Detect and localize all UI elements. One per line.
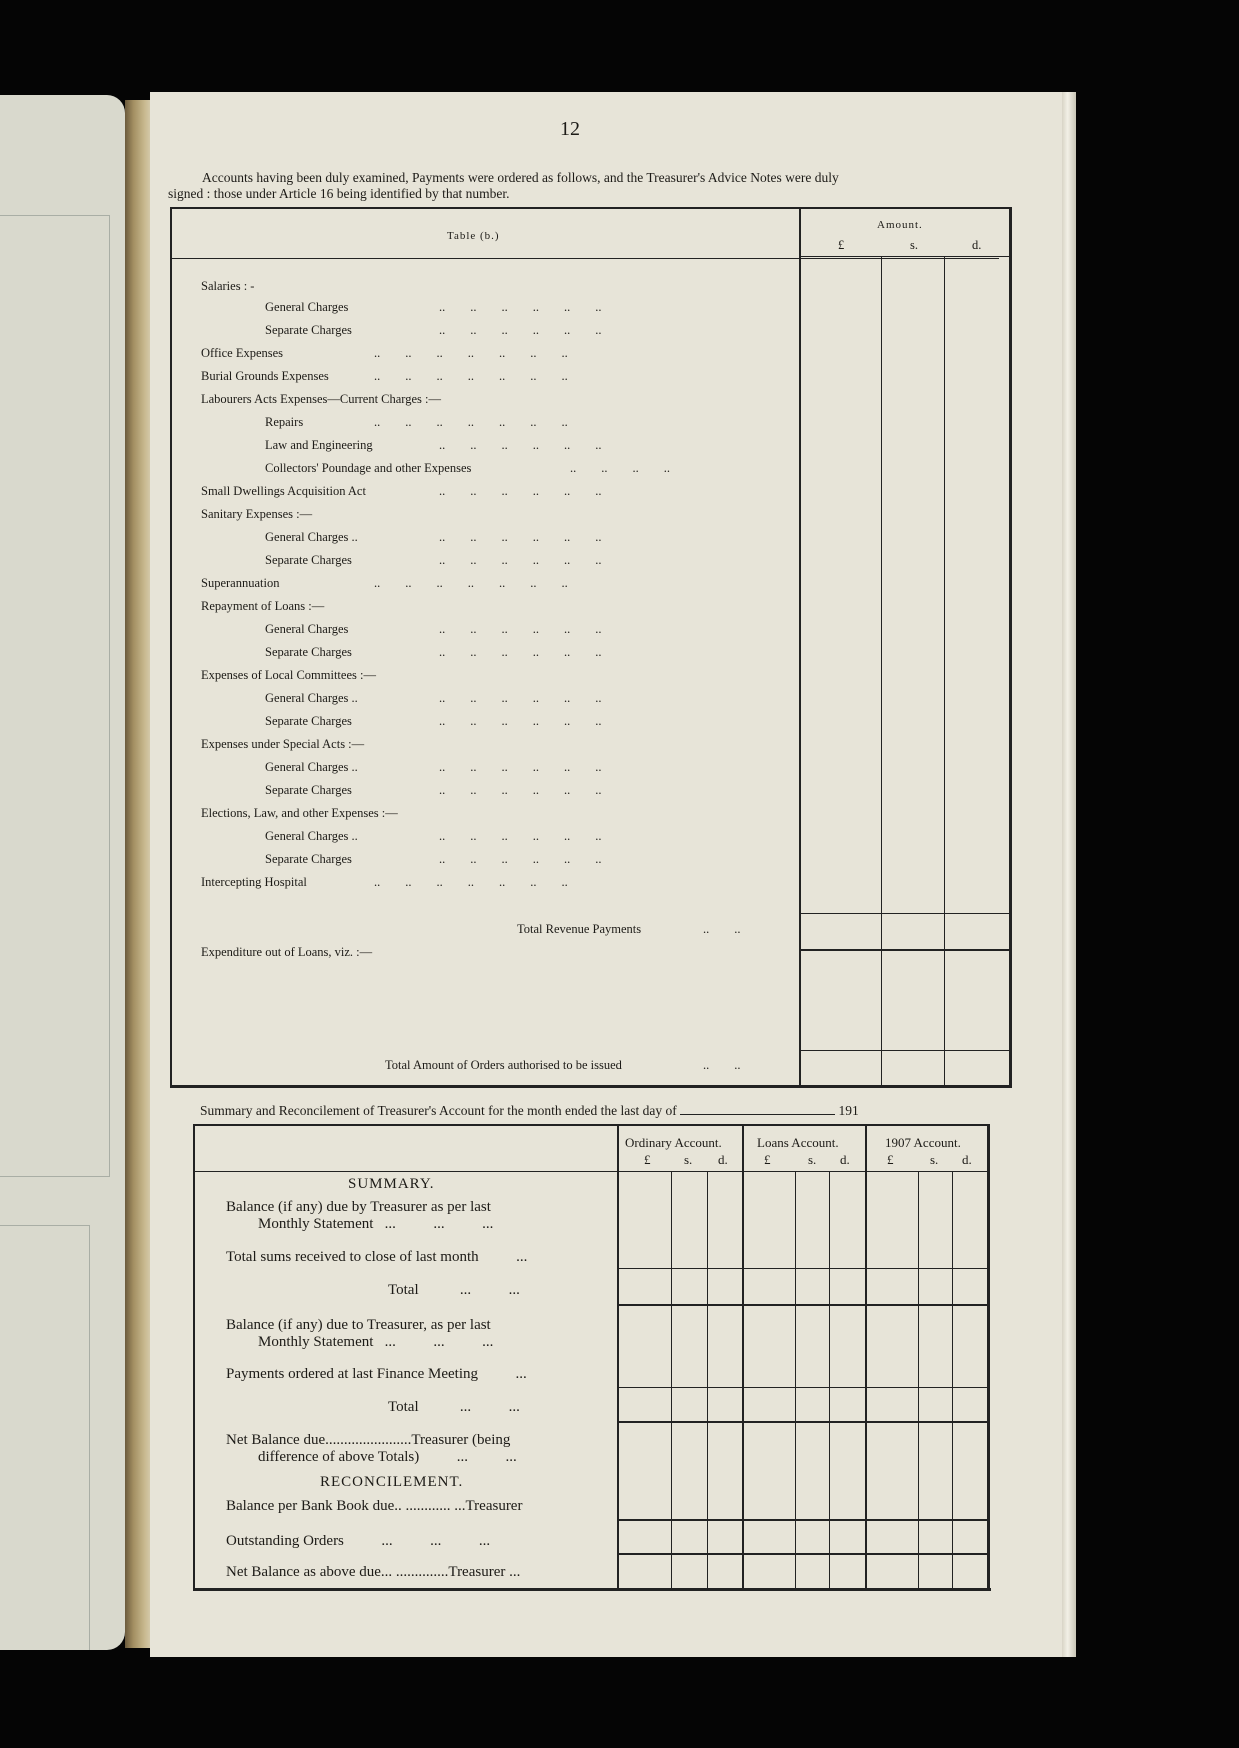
- summary-heading-text: Summary and Reconcilement of Treasurer's Account for the month ended the last day of: [200, 1103, 677, 1118]
- account-1907-pence: d.: [962, 1152, 972, 1167]
- leader-dots: .. .. .. .. .. ..: [439, 783, 602, 797]
- loans-pence: d.: [840, 1152, 850, 1167]
- net-balance-line-1: Net Balance due.......................Treasurer (being: [226, 1432, 511, 1448]
- leader-dots: .. .. .. .. .. ..: [439, 714, 602, 728]
- blank-line: [680, 1104, 835, 1115]
- leader-dots: .. .. .. .. .. ..: [439, 438, 602, 452]
- table-row-label: Office Expenses: [201, 346, 284, 360]
- total-orders-label: Total Amount of Orders authorised to be issued: [385, 1058, 622, 1072]
- total-row-1: Total ... ...: [388, 1282, 520, 1298]
- net-balance-line-2: difference of above Totals) ... ...: [258, 1449, 517, 1465]
- ordinary-pounds: £: [644, 1152, 651, 1167]
- table-row-label: Labourers Acts Expenses—Current Charges :—: [201, 392, 441, 406]
- previous-page-edge: [0, 95, 125, 1650]
- previous-page-summary-ghost: [0, 1225, 90, 1650]
- table-row-label: Burial Grounds Expenses: [201, 369, 329, 383]
- leader-dots: .. .. .. .. .. ..: [439, 323, 602, 337]
- table-row-label: Separate Charges: [265, 323, 352, 337]
- leader-dots: .. ..: [703, 1058, 741, 1072]
- intro-line-2: signed : those under Article 16 being identified by that number.: [168, 186, 510, 201]
- table-row-label: Expenses under Special Acts :—: [201, 737, 365, 751]
- leader-dots: .. ..: [703, 922, 741, 936]
- table-row-label: Small Dwellings Acquisition Act: [201, 484, 366, 498]
- table-row-label: Repairs: [265, 415, 304, 429]
- ordinary-account-header: Ordinary Account.: [625, 1135, 722, 1150]
- account-1907-shillings: s.: [930, 1152, 939, 1167]
- balance-by-treasurer-line-2: Monthly Statement ... ... ...: [258, 1216, 494, 1232]
- intro-line-1: Accounts having been duly examined, Payments were ordered as follows, and the Treasurer's Advice Notes were duly: [202, 170, 839, 185]
- table-row-label: General Charges: [265, 300, 349, 314]
- leader-dots: .. .. .. .. .. ..: [439, 691, 602, 705]
- table-row-label: Law and Engineering: [265, 438, 373, 452]
- page-edge: [1062, 92, 1076, 1657]
- ordinary-pence: d.: [718, 1152, 728, 1167]
- summary-heading: [200, 1103, 859, 1119]
- ordinary-shillings: s.: [684, 1152, 693, 1167]
- table-row-label: Separate Charges: [265, 783, 352, 797]
- amount-header: Amount.: [877, 219, 923, 231]
- leader-dots: .. .. .. .. .. ..: [439, 760, 602, 774]
- table-row-label: Collectors' Poundage and other Expenses: [265, 461, 472, 475]
- outstanding-orders: Outstanding Orders ... ... ...: [226, 1533, 491, 1549]
- reconcilement-title: RECONCILEMENT.: [320, 1474, 464, 1490]
- year-prefix: 191: [838, 1103, 859, 1118]
- table-row-label: Repayment of Loans :—: [201, 599, 325, 613]
- leader-dots: .. .. .. .. .. .. ..: [374, 346, 568, 360]
- net-balance-as-above: Net Balance as above due... ..............Treasurer ...: [226, 1564, 521, 1580]
- bank-book-balance: Balance per Bank Book due.. ............ ...Treasurer: [226, 1498, 523, 1514]
- table-row-label: General Charges ..: [265, 760, 358, 774]
- table-row-label: Separate Charges: [265, 852, 352, 866]
- table-row-label: Separate Charges: [265, 645, 352, 659]
- total-revenue-label: Total Revenue Payments: [517, 922, 642, 936]
- table-row-label: Superannuation: [201, 576, 280, 590]
- table-row-label: General Charges ..: [265, 691, 358, 705]
- leader-dots: .. .. .. .. .. ..: [439, 852, 602, 866]
- leader-dots: .. .. .. .. .. .. ..: [374, 415, 568, 429]
- table-row-label: General Charges: [265, 622, 349, 636]
- leader-dots: .. .. .. .. .. .. ..: [374, 369, 568, 383]
- table-row-label: Elections, Law, and other Expenses :—: [201, 806, 398, 820]
- payments-ordered: Payments ordered at last Finance Meeting ...: [226, 1366, 527, 1382]
- leader-dots: .. .. .. .. .. ..: [439, 645, 602, 659]
- book-gutter: [125, 100, 153, 1648]
- loans-pounds: £: [764, 1152, 771, 1167]
- leader-dots: .. .. .. .. .. ..: [439, 484, 602, 498]
- leader-dots: .. .. .. .. .. .. ..: [374, 576, 568, 590]
- balance-to-treasurer-line-1: Balance (if any) due to Treasurer, as per last: [226, 1317, 491, 1333]
- leader-dots: .. .. .. ..: [570, 461, 670, 475]
- leader-dots: .. .. .. .. .. ..: [439, 553, 602, 567]
- table-row-label: Salaries : -: [201, 279, 255, 293]
- account-1907-pounds: £: [887, 1152, 894, 1167]
- pence-header: d.: [972, 238, 982, 252]
- leader-dots: .. .. .. .. .. ..: [439, 622, 602, 636]
- loans-shillings: s.: [808, 1152, 817, 1167]
- page-number: 12: [560, 118, 580, 140]
- total-sums-received: Total sums received to close of last month ...: [226, 1249, 528, 1265]
- pounds-header: £: [838, 238, 845, 252]
- summary-title: SUMMARY.: [348, 1176, 435, 1192]
- previous-page-table-ghost: [0, 215, 110, 1177]
- table-row-label: Separate Charges: [265, 714, 352, 728]
- table-row-label: Separate Charges: [265, 553, 352, 567]
- loans-account-header: Loans Account.: [757, 1135, 839, 1150]
- total-row-2: Total ... ...: [388, 1399, 520, 1415]
- loans-expenditure-label: Expenditure out of Loans, viz. :—: [201, 945, 373, 959]
- table-row-label: Expenses of Local Committees :—: [201, 668, 376, 682]
- leader-dots: .. .. .. .. .. ..: [439, 300, 602, 314]
- table-row-label: Sanitary Expenses :—: [201, 507, 313, 521]
- shillings-header: s.: [910, 238, 918, 252]
- leader-dots: .. .. .. .. .. ..: [439, 829, 602, 843]
- leader-dots: .. .. .. .. .. .. ..: [374, 875, 568, 889]
- leader-dots: .. .. .. .. .. ..: [439, 530, 602, 544]
- table-b-title: Table (b.): [447, 230, 500, 242]
- balance-to-treasurer-line-2: Monthly Statement ... ... ...: [258, 1334, 494, 1350]
- account-1907-header: 1907 Account.: [885, 1135, 961, 1150]
- table-row-label: General Charges ..: [265, 829, 358, 843]
- table-row-label: General Charges ..: [265, 530, 358, 544]
- balance-by-treasurer-line-1: Balance (if any) due by Treasurer as per last: [226, 1199, 491, 1215]
- table-row-label: Intercepting Hospital: [201, 875, 307, 889]
